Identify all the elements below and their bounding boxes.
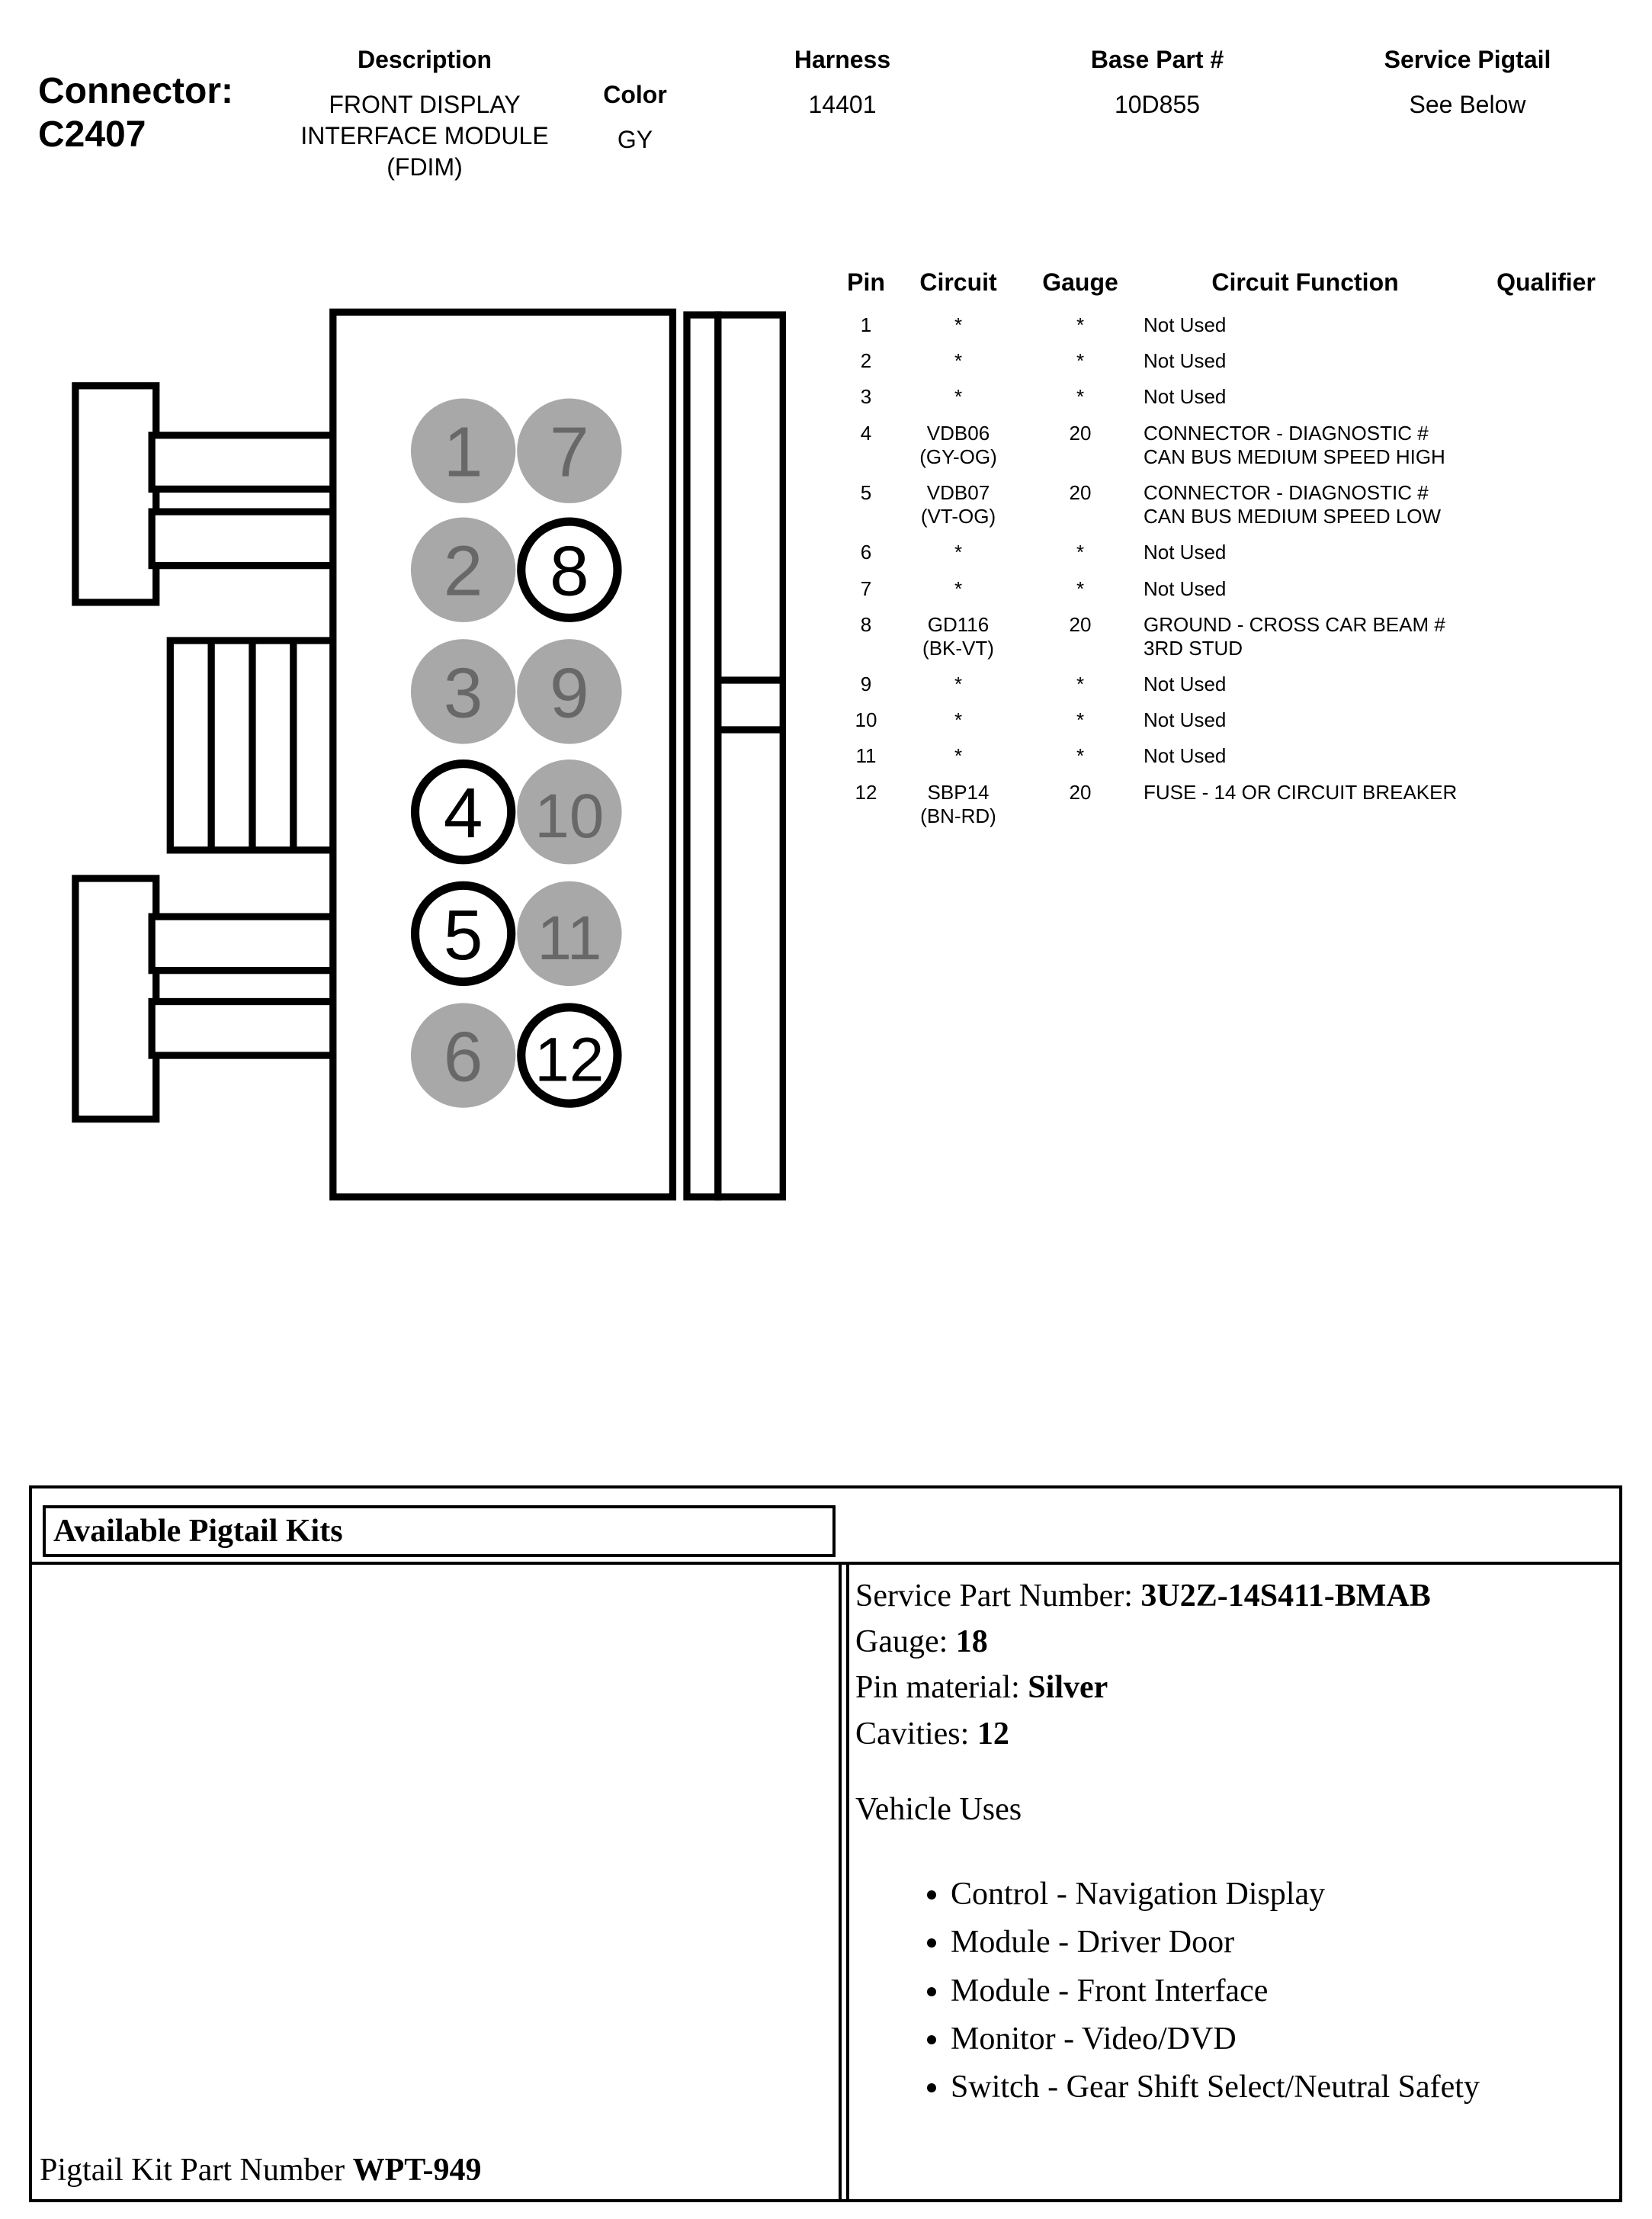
circuit-code: * (954, 576, 963, 600)
qualifier-cell (1470, 781, 1622, 828)
vehicle-use-item: • Control - Navigation Display (951, 1875, 1612, 1914)
vehicle-use-item: • Module - Front Interface (951, 1972, 1612, 2011)
harness-label: Harness (794, 46, 891, 73)
pin-number-cell: 4 (860, 421, 872, 445)
circuit-code: * (954, 349, 963, 373)
qualifier-header: Qualifier (1496, 268, 1596, 296)
circuit-code: * (954, 541, 963, 564)
circuit-function-cell: Not Used (1144, 744, 1227, 768)
connector-pin-number: 4 (443, 773, 483, 853)
connector-title (38, 70, 233, 156)
vehicle-uses-title: Vehicle Uses (855, 1791, 1022, 1827)
header-col-service-pigtail (1342, 46, 1593, 120)
circuit-code: * (954, 313, 963, 336)
qualifier-cell (1470, 577, 1622, 601)
gauge-cell: 20 (1069, 612, 1092, 636)
pin-table-row (836, 744, 1628, 780)
gauge-line (855, 1623, 1612, 1662)
gauge-cell: 20 (1069, 480, 1092, 504)
pin-number-cell: 5 (860, 480, 872, 504)
circuit-function-cell: Not Used (1144, 385, 1227, 409)
left-upper-arm-1 (152, 435, 335, 490)
circuit-code: VDB07 (VT-OG) (897, 481, 1020, 528)
gauge-cell: 20 (1069, 780, 1092, 804)
pin-number-cell: 9 (860, 673, 872, 696)
description-value: FRONT DISPLAY INTERFACE MODULE (FDIM) (300, 91, 549, 181)
pigtail-kit-part-number-value: WPT-949 (352, 2153, 482, 2188)
pin-table-row (836, 541, 1628, 576)
connector-pin-number: 9 (550, 653, 589, 733)
left-upper-tab (75, 386, 156, 602)
pin-table-row (836, 313, 1628, 349)
circuit-color-code: (BK-VT) (922, 636, 994, 660)
pin-table-body (836, 313, 1628, 840)
circuit-color-code: (GY-OG) (919, 445, 997, 468)
circuit-function-cell: FUSE - 14 OR CIRCUIT BREAKER (1144, 780, 1458, 804)
pin-number-cell: 7 (860, 576, 872, 600)
vehicle-use-item: • Switch - Gear Shift Select/Neutral Safety (951, 2068, 1612, 2107)
cavities-label: Cavities: (855, 1716, 970, 1752)
pin-material-value: Silver (1028, 1670, 1108, 1706)
circuit-code: VDB06 (GY-OG) (897, 422, 1020, 469)
pin-number-cell: 3 (860, 385, 872, 409)
pin-table-row (836, 481, 1628, 541)
left-upper-arm-2 (152, 512, 335, 566)
circuit-function-cell: Not Used (1144, 313, 1227, 336)
service-pigtail-label: Service Pigtail (1384, 46, 1551, 73)
qualifier-cell (1470, 708, 1622, 732)
pin-table (836, 268, 1628, 840)
connector-label: Connector: (38, 71, 233, 111)
pin-table-row (836, 613, 1628, 673)
pin-table-header (836, 268, 1628, 297)
header-col-description (284, 46, 566, 183)
service-pigtail-value: See Below (1409, 91, 1526, 118)
pin-table-row (836, 781, 1628, 840)
pin-material-label: Pin material: (855, 1670, 1020, 1706)
connector-pin-number: 3 (443, 653, 483, 733)
service-part-number-label: Service Part Number: (855, 1578, 1133, 1614)
circuit-function-header: Circuit Function (1211, 268, 1399, 296)
pin-number-cell: 8 (860, 612, 872, 636)
qualifier-cell (1470, 422, 1622, 469)
pigtail-kits-header-row (32, 1488, 1619, 1565)
pigtail-section (29, 1485, 1622, 2202)
gauge-cell: * (1076, 385, 1085, 409)
pin-table-row (836, 349, 1628, 385)
header-col-base-part (1058, 46, 1256, 120)
circuit-function-cell: Not Used (1144, 541, 1227, 564)
gauge-header: Gauge (1042, 268, 1118, 296)
pigtail-content-row (32, 1565, 1619, 2199)
qualifier-cell (1470, 744, 1622, 768)
circuit-color-code: (VT-OG) (920, 505, 996, 528)
service-part-number-line (855, 1577, 1612, 1616)
gauge-cell: * (1076, 576, 1085, 600)
description-label: Description (357, 46, 492, 73)
circuit-function-cell: CONNECTOR - DIAGNOSTIC # CAN BUS MEDIUM SPEED LOW (1144, 480, 1442, 528)
circuit-code: * (954, 385, 963, 409)
pin-table-row (836, 422, 1628, 481)
pigtail-kit-part-number-label: Pigtail Kit Part Number (40, 2153, 345, 2188)
connector-id: C2407 (38, 114, 146, 155)
vehicle-use-item: • Monitor - Video/DVD (951, 2020, 1612, 2059)
gauge-cell: * (1076, 744, 1085, 768)
pin-number-cell: 6 (860, 541, 872, 564)
connector-pin-number: 6 (443, 1016, 483, 1097)
connector-diagram (64, 305, 786, 1204)
left-lower-arm-1 (152, 917, 335, 971)
left-lower-tab (75, 878, 156, 1119)
circuit-function-cell: CONNECTOR - DIAGNOSTIC # CAN BUS MEDIUM SPEED HIGH (1144, 421, 1445, 468)
gauge-cell: * (1076, 708, 1085, 732)
qualifier-cell (1470, 349, 1622, 373)
pin-number-cell: 11 (855, 744, 877, 768)
qualifier-cell (1470, 541, 1622, 564)
vehicle-use-item: • Module - Driver Door (951, 1923, 1612, 1962)
connector-pin-number: 7 (550, 412, 589, 492)
header-col-harness (762, 46, 922, 120)
service-part-panel (846, 1565, 1619, 2199)
color-value: GY (617, 126, 653, 153)
gauge-cell: 20 (1069, 421, 1092, 445)
gauge-cell: * (1076, 313, 1085, 336)
qualifier-cell (1470, 613, 1622, 660)
pin-number-cell: 2 (860, 349, 872, 373)
pigtail-kits-panel (32, 1565, 842, 2199)
cavities-line (855, 1715, 1612, 1754)
base-part-value: 10D855 (1114, 91, 1201, 118)
connector-pin-number: 12 (534, 1025, 605, 1095)
qualifier-cell (1470, 673, 1622, 696)
cavities-value: 12 (977, 1716, 1009, 1752)
pin-table-row (836, 385, 1628, 421)
base-part-label: Base Part # (1090, 46, 1224, 73)
available-pigtail-kits-title: Available Pigtail Kits (43, 1505, 836, 1557)
connector-pin-number: 2 (443, 531, 483, 611)
vehicle-uses-list (855, 1875, 1612, 2107)
pin-header: Pin (847, 268, 885, 296)
gauge-cell: * (1076, 349, 1085, 373)
circuit-code: SBP14 (BN-RD) (897, 781, 1020, 828)
qualifier-cell (1470, 481, 1622, 528)
pin-number-cell: 12 (855, 780, 877, 804)
service-part-number-value: 3U2Z-14S411-BMAB (1140, 1578, 1431, 1614)
pin-number-cell: 1 (860, 313, 872, 336)
connector-pin-number: 1 (443, 412, 483, 492)
gauge-label: Gauge: (855, 1624, 948, 1660)
pin-number-cell: 10 (855, 708, 877, 732)
left-lower-arm-2 (152, 1001, 335, 1055)
connector-pin-number: 10 (534, 782, 605, 852)
connector-pin-number: 8 (550, 531, 589, 611)
pin-material-line (855, 1668, 1612, 1707)
circuit-color-code: (BN-RD) (920, 804, 996, 827)
qualifier-cell (1470, 313, 1622, 337)
circuit-function-cell: Not Used (1144, 708, 1227, 732)
circuit-code: * (954, 673, 963, 696)
color-label: Color (603, 81, 667, 108)
circuit-code: GD116 (BK-VT) (897, 613, 1020, 660)
pigtail-kit-part-number (40, 2152, 839, 2188)
connector-pin-number: 11 (537, 903, 602, 973)
circuit-function-cell: Not Used (1144, 576, 1227, 600)
pin-table-row (836, 577, 1628, 613)
connector-pin-number: 5 (443, 894, 483, 975)
circuit-function-cell: Not Used (1144, 673, 1227, 696)
pin-table-row (836, 673, 1628, 708)
header-col-color (570, 81, 700, 156)
gauge-cell: * (1076, 673, 1085, 696)
circuit-header: Circuit (919, 268, 997, 296)
circuit-function-cell: Not Used (1144, 349, 1227, 373)
right-rail-inner (687, 315, 718, 1197)
harness-value: 14401 (808, 91, 877, 118)
pin-table-row (836, 708, 1628, 744)
qualifier-cell (1470, 385, 1622, 409)
right-rail-outer (718, 315, 783, 1197)
circuit-function-cell: GROUND - CROSS CAR BEAM # 3RD STUD (1144, 612, 1445, 660)
gauge-cell: * (1076, 541, 1085, 564)
circuit-code: * (954, 744, 963, 768)
circuit-code: * (954, 708, 963, 732)
gauge-value: 18 (955, 1624, 988, 1660)
